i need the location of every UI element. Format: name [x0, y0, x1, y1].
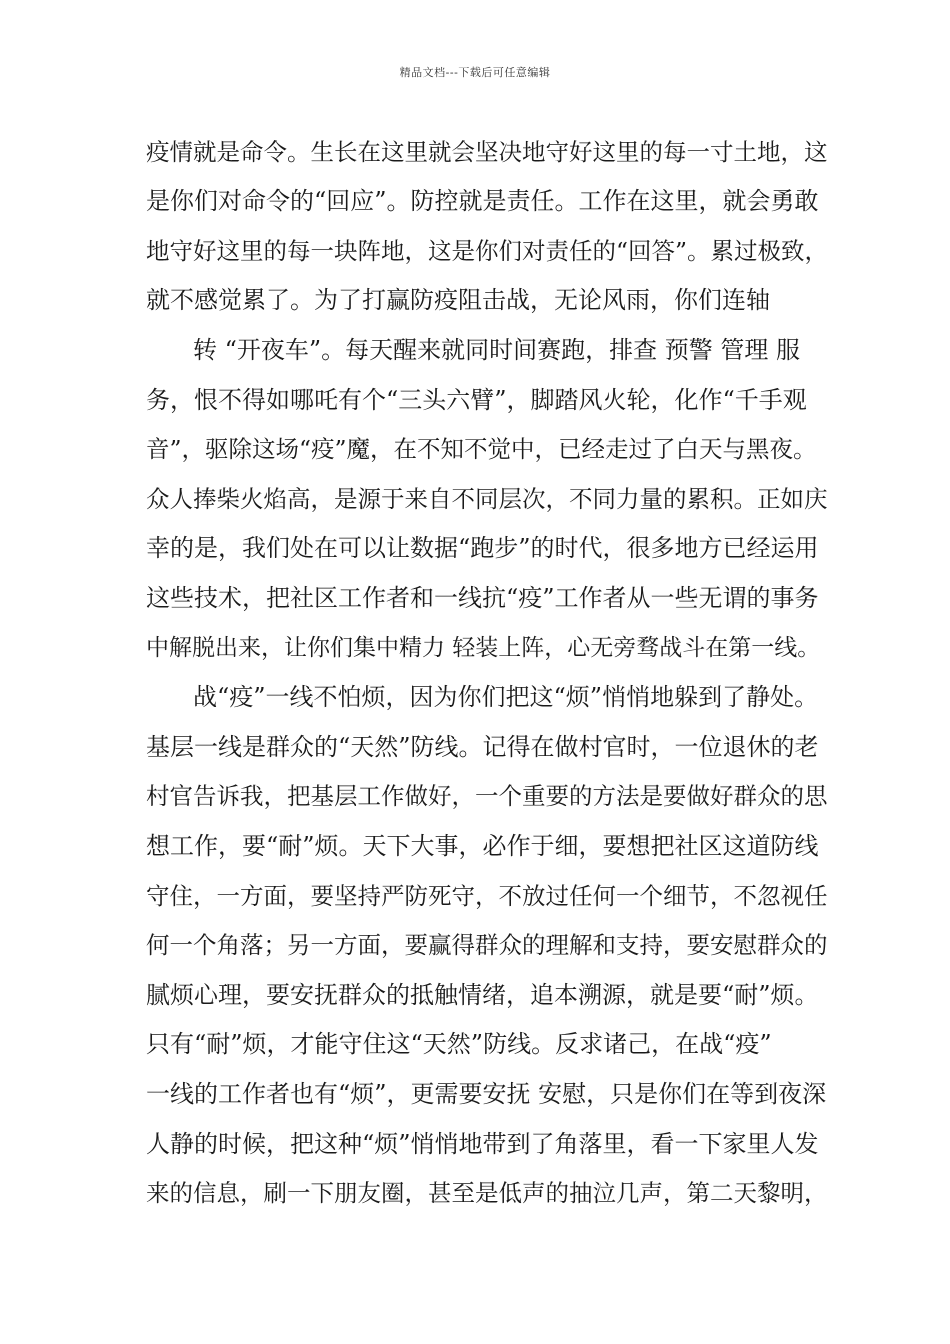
text-line-20: 一线的工作者也有“烦”，更需要安抚 安慰，只是你们在等到夜深 — [146, 1080, 827, 1108]
text-line-10: 这些技术，把社区工作者和一线抗“疫”工作者从一些无谓的事务 — [146, 584, 819, 612]
page-header: 精品文档---下载后可任意编辑 — [399, 66, 551, 79]
text-line-9: 幸的是，我们处在可以让数据“跑步”的时代，很多地方已经运用 — [146, 534, 819, 562]
text-line-8: 众人捧柴火焰高，是源于来自不同层次，不同力量的累积。正如庆 — [146, 485, 828, 513]
text-line-14: 村官告诉我，把基层工作做好，一个重要的方法是要做好群众的思 — [146, 782, 828, 810]
text-line-4: 就不感觉累了。为了打赢防疫阻击战，无论风雨，你们连轴 — [146, 286, 770, 314]
text-line-3: 地守好这里的每一块阵地，这是你们对责任的“回答”。累过极致， — [146, 237, 829, 265]
text-line-16: 守住，一方面，要坚持严防死守，不放过任何一个细节，不忽视任 — [146, 882, 828, 910]
text-line-5: 转 “开夜车”。每天醒来就同时间赛跑，排查 预警 管理 服 — [193, 336, 801, 364]
text-line-6: 务，恨不得如哪吒有个“三头六臂”，脚踏风火轮，化作“千手观 — [146, 386, 807, 414]
text-line-1: 疫情就是命令。生长在这里就会坚决地守好这里的每一寸土地，这 — [146, 138, 828, 166]
text-line-11: 中解脱出来，让你们集中精力 轻装上阵，心无旁骛战斗在第一线。 — [146, 635, 821, 661]
text-line-17: 何一个角落；另一方面，要赢得群众的理解和支持，要安慰群众的 — [146, 931, 828, 959]
text-line-22: 来的信息，刷一下朋友圈，甚至是低声的抽泣几声，第二天黎明， — [146, 1179, 828, 1207]
text-line-18: 腻烦心理，要安抚群众的抵触情绪，追本溯源，就是要“耐”烦。 — [146, 981, 819, 1009]
text-line-13: 基层一线是群众的“天然”防线。记得在做村官时，一位退休的老 — [146, 733, 819, 761]
text-line-15: 想工作，要“耐”烦。天下大事，必作于细，要想把社区这道防线 — [146, 832, 819, 860]
text-line-19: 只有“耐”烦，才能守住这“天然”防线。反求诸己，在战“疫” — [146, 1030, 772, 1058]
text-line-12: 战“疫”一线不怕烦，因为你们把这“烦”悄悄地躲到了静处。 — [193, 683, 819, 711]
text-line-21: 人静的时候，把这种“烦”悄悄地带到了角落里，看一下家里人发 — [146, 1130, 819, 1158]
text-line-7: 音”，驱除这场“疫”魔，在不知不觉中，已经走过了白天与黑夜。 — [146, 435, 817, 463]
text-line-2: 是你们对命令的“回应”。防控就是责任。工作在这里，就会勇敢 — [146, 187, 819, 215]
